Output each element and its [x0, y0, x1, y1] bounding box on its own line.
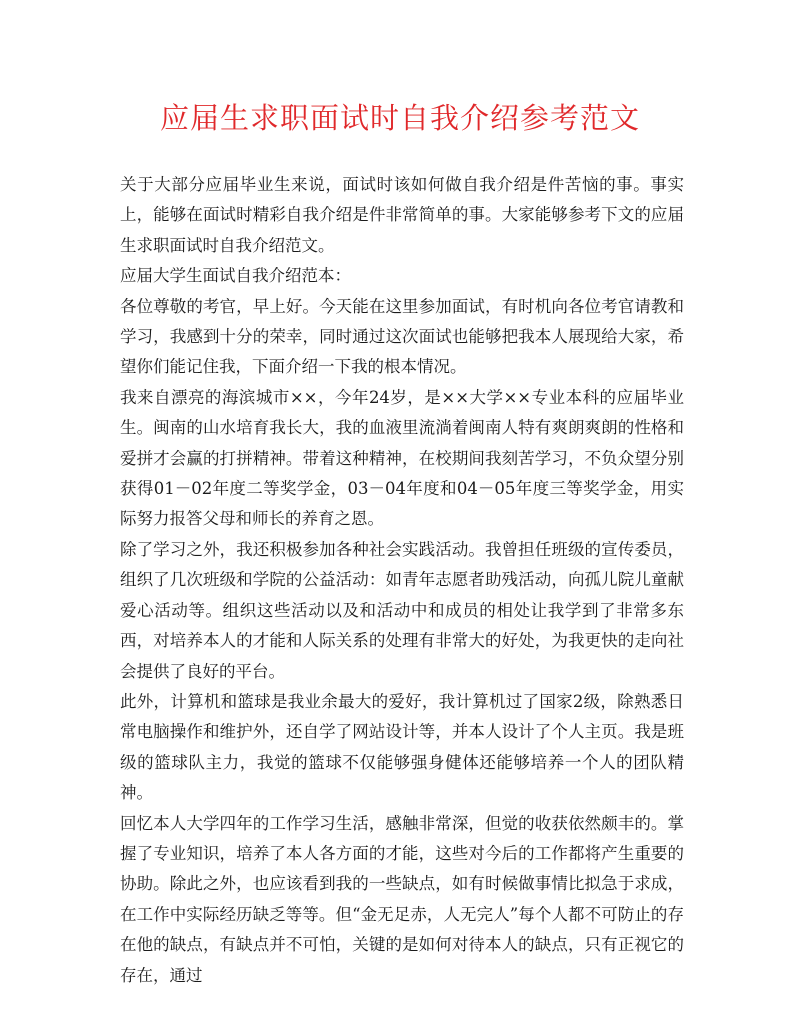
document-title: 应届生求职面试时自我介绍参考范文: [159, 101, 640, 135]
paragraph-background: 我来自漂亮的海滨城市××，今年24岁，是××大学××专业本科的应届毕业生。闽南的山水培育我长大，我的血液里流淌着闽南人特有爽朗爽朗的性格和爱拼才会赢的打拼精神。带着这种精神，在校期间我刻苦学习，不负众望分别获得01－02年度二等奖学金，03－04年度和04－05年度三等奖学金，用实际努力报答父母和师长的养育之恩。: [120, 387, 684, 529]
document-body: [120, 170, 684, 991]
paragraph-activities: 除了学习之外，我还积极参加各种社会实践活动。我曾担任班级的宣传委员，组织了几次班级和学院的公益活动：如青年志愿者助残活动，向孤儿院儿童献爱心活动等。组织这些活动以及和活动中和成员的相处让我学到了非常多东西，对培养本人的才能和人际关系的处理有非常大的好处，为我更快的走向社会提供了良好的平台。: [120, 539, 684, 681]
paragraph-greeting: 各位尊敬的考官，早上好。今天能在这里参加面试，有时机向各位考官请教和学习，我感到十分的荣幸，同时通过这次面试也能够把我本人展现给大家，希望你们能记住我，下面介绍一下我的根本情况。: [120, 296, 684, 377]
paragraph-heading: 应届大学生面试自我介绍范本：: [120, 266, 351, 286]
paragraph-intro: 关于大部分应届毕业生来说，面试时该如何做自我介绍是件苦恼的事。事实上，能够在面试时精彩自我介绍是件非常简单的事。大家能够参考下文的应届生求职面试时自我介绍范文。: [120, 175, 684, 255]
paragraph-reflection: 回忆本人大学四年的工作学习生活，感触非常深，但觉的收获依然颇丰的。掌握了专业知识，培养了本人各方面的才能，这些对今后的工作都将产生重要的协助。除此之外，也应该看到我的一些缺点，如有时候做事情比拟急于求成，在工作中实际经历缺乏等等。但“金无足赤，人无完人”每个人都不可防止的存在他的缺点，有缺点并不可怕，关键的是如何对待本人的缺点，只有正视它的存在，通过: [120, 813, 684, 985]
paragraph-hobbies: 此外，计算机和篮球是我业余最大的爱好，我计算机过了国家2级，除熟悉日常电脑操作和维护外，还自学了网站设计等，并本人设计了个人主页。我是班级的篮球队主力，我觉的篮球不仅能够强身健体还能够培养一个人的团队精神。: [120, 691, 684, 803]
